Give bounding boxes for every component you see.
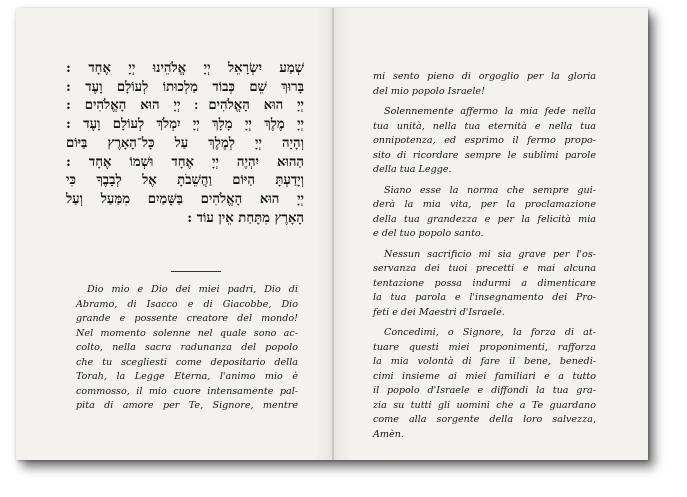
paragraph [373, 184, 596, 242]
hebrew-line: וְהָיָה יְיָ לְמֶלֶךְ עַל כָּל־הָאָרֶץ בַּיּוֹם [66, 135, 304, 151]
prayer-line: feti e dei Maestri d'Israele. [373, 306, 505, 318]
prayer-line: servanza dei tuoi precetti e mai alcuna [373, 263, 596, 274]
prayer-line: pita di amore per Te, Signore, mentre [76, 400, 298, 411]
prayer-line: della tua Legge. [373, 164, 452, 175]
hebrew-line: וְיָדַעְתָּ הַיּוֹם וַהֲשֵׁבֹתָ אֶל לְבָבֶךָ כִּי [66, 173, 304, 189]
prayer-line: la mia volontà di fare il bene, benedi- [373, 356, 596, 367]
prayer-line: Dio mio e Dio dei miei padri, Dio di [87, 284, 298, 295]
prayer-line: Solennemente affermo la mia fede nella [384, 106, 596, 117]
prayer-line: la tua parola e l'insegnamento dei Pro- [373, 292, 596, 303]
booklet-spread [16, 8, 648, 460]
hebrew-line: שְׁמַע יִשְׂרָאֵל יְיָ אֱלֹהֵינוּ יְיָ אֶחָד : [66, 61, 304, 76]
hebrew-line: הַהוּא יִהְיֶה יְיָ אֶחָד וּשְׁמוֹ אֶחָד : [66, 154, 304, 170]
prayer-line: Nessun sacrificio mi sia grave per l'os- [384, 248, 596, 260]
prayer-line: il popolo d'Israele e diffondi la tua gra- [373, 385, 596, 396]
prayer-line: tuare questi miei proponimenti, rafforza [373, 341, 596, 353]
prayer-line: Siano esse la norma che sempre gui- [384, 184, 596, 196]
prayer-line: Amèn. [373, 428, 404, 440]
prayer-line: grande e possente creatore del mondo! [76, 313, 298, 324]
prayer-line: del mio popolo Israele! [373, 85, 485, 97]
prayer-line: derà la mia vita, per la proclamazione [373, 199, 596, 210]
prayer-line: e del tuo popolo santo. [373, 228, 484, 239]
prayer-line: colto, nella sacra radunanza del popolo [76, 342, 298, 353]
hebrew-line: בָּרוּךְ שֵׁם כְּבוֹד מַלְכוּתוֹ לְעוֹלָם וָעֶד : [66, 79, 304, 95]
prayer-line: zia su tutti gli uomini che a Te guardano [373, 399, 596, 411]
prayer-line: che tu scegliesti come depositario della [76, 356, 298, 368]
prayer-line: mi sento pieno di orgoglio per la gloria [373, 71, 596, 82]
paragraph [373, 105, 596, 178]
section-divider [171, 271, 221, 272]
prayer-line: Nel momento solenne nel quale sono ac- [76, 327, 298, 339]
hebrew-line: יְיָ מֶלֶךְ יְיָ מָלָךְ יְיָ יִמְלֹךְ לְעוֹלָם וָעֶד : [66, 117, 304, 133]
italian-prayer-left [76, 283, 298, 414]
prayer-line: tua unità, nella tua eternità e nella tua [373, 120, 596, 132]
hebrew-line: יְיָ הוּא הָאֱלֹהִים בַּשָּׁמַיִם מִמַּעַל וְעַל [66, 191, 304, 207]
prayer-line: cimi insieme ai miei familiari e a tutto [373, 370, 596, 382]
prayer-line: Torah, la Legge Eterna, l'animo mio è [76, 371, 298, 382]
prayer-line: Concedimi, o Signore, la forza di at- [384, 327, 596, 338]
prayer-line: come alla sorgente della loro salvezza, [373, 414, 596, 425]
prayer-line: tentazione possa indurmi a dimenticare [373, 277, 596, 289]
right-page [334, 8, 648, 460]
paragraph [373, 326, 596, 442]
paragraph [373, 248, 596, 321]
left-page [16, 8, 332, 460]
prayer-line: onnipotenza, ed esprimo il fermo propo- [373, 135, 596, 146]
paragraph [373, 70, 596, 99]
prayer-line: commosso, il mio cuore intensamente pal- [76, 385, 298, 397]
hebrew-line: הָאָרֶץ מִתָּחַת אֵין עוֹד : [187, 210, 304, 226]
italian-prayer-right [373, 70, 596, 448]
hebrew-line: יְיָ הוּא הָאֱלֹהִים ׃ יְיָ הוּא הָאֱלֹהִים : [66, 98, 304, 114]
prayer-line: Abramo, di Isacco e di Giacobbe, Dio [76, 298, 298, 310]
prayer-line: sito di ricordare sempre le sublimi parole [373, 149, 596, 161]
hebrew-prayer-block [66, 60, 304, 228]
prayer-line: della tua grandezza e per la felicità mia [373, 213, 596, 225]
